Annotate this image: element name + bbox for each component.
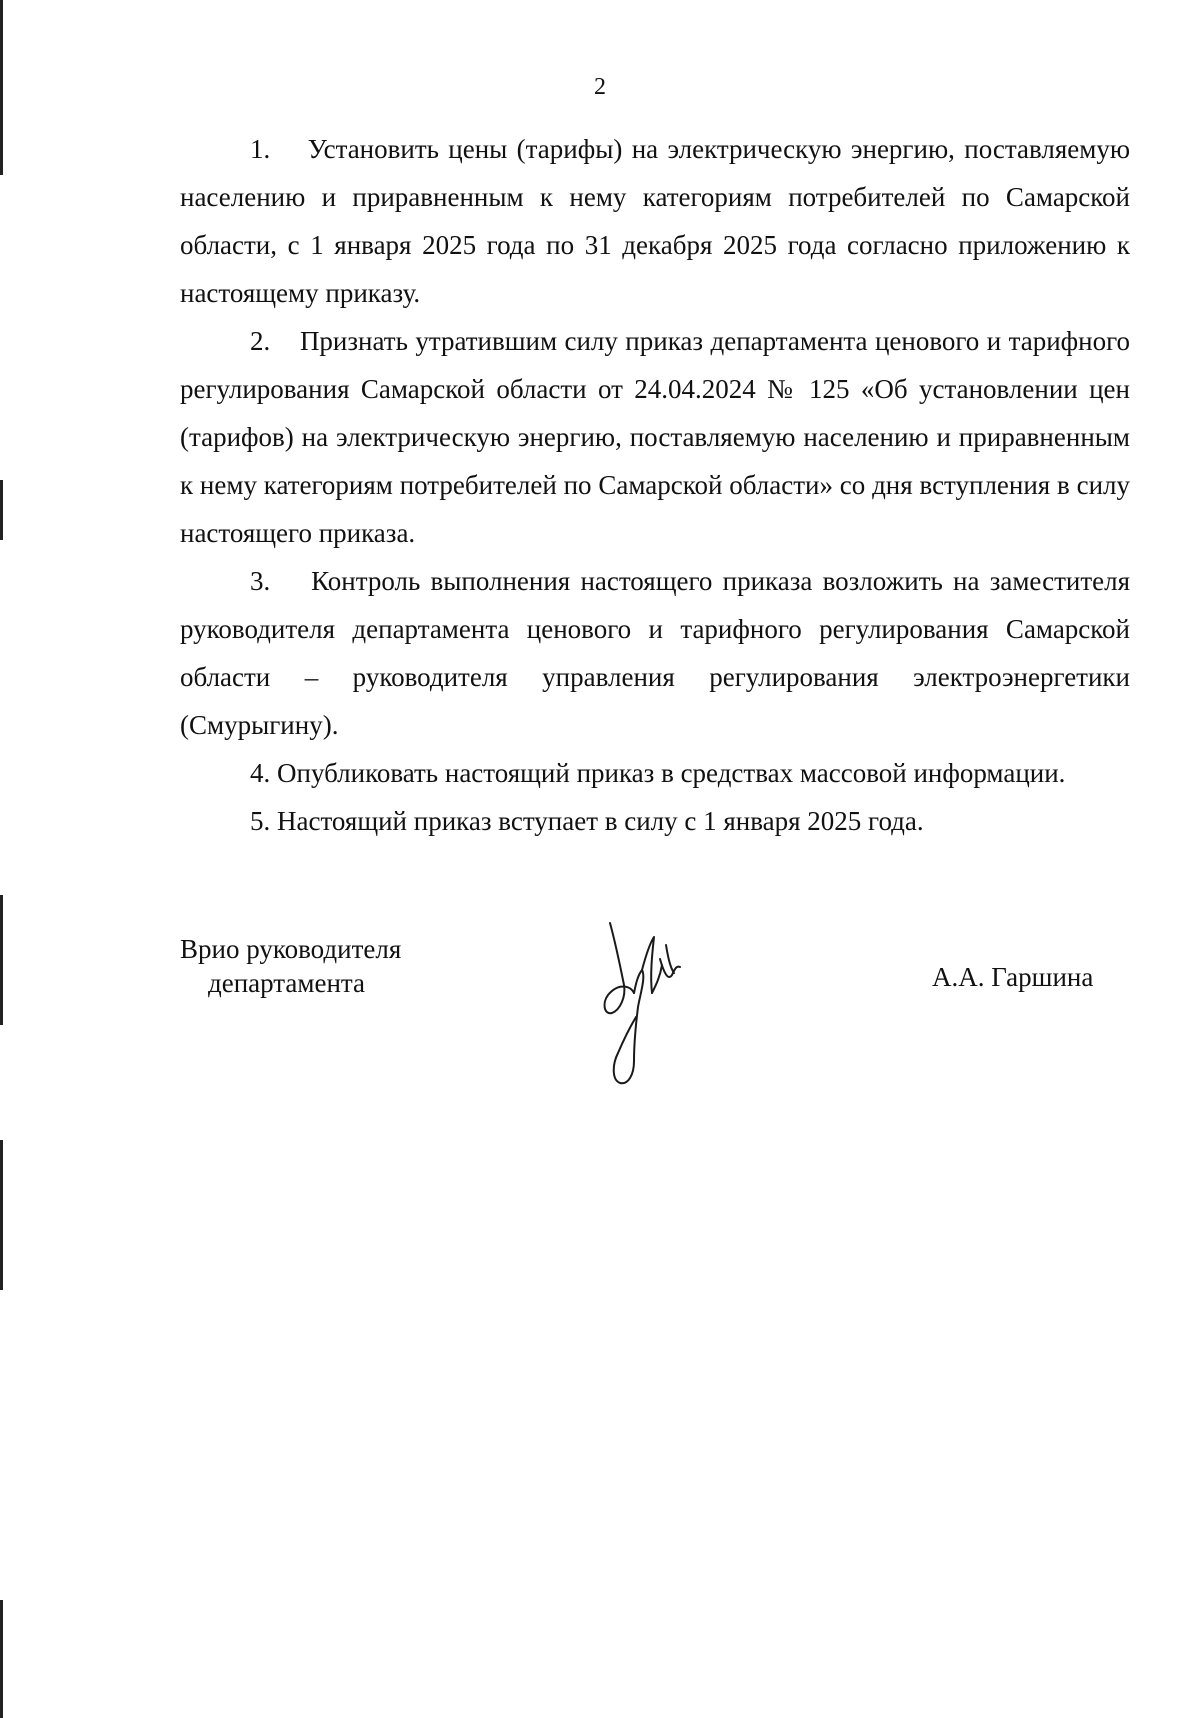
paragraph-1: 1. Установить цены (тарифы) на электрическую энергию, поставляемую населению и приравненным к нему категориям потребителей по Самарской области, с 1 января 2025 года по 31 декабря 2025 года согласно приложению к настоящему приказу. (180, 134, 1130, 308)
paragraph-2: 2. Признать утратившим силу приказ департамента ценового и тарифного регулирования Самарской области от 24.04.2024 № 125 «Об установлении цен (тарифов) на электрическую энергию, поставляемую населению и приравненным к нему категориям потребителей по Самарской области» со дня вступления в силу настоящего приказа. (180, 326, 1130, 548)
scan-edge-mark (0, 895, 3, 1025)
scan-edge-mark (0, 1140, 3, 1290)
page-number: 2 (594, 74, 606, 100)
scan-edge-mark (0, 480, 3, 540)
handwritten-signature (590, 915, 700, 1090)
paragraph-5: 5. Настоящий приказ вступает в силу с 1 января 2025 года. (250, 806, 924, 836)
signatory-title-line2: департамента (208, 968, 366, 998)
paragraph-3: 3. Контроль выполнения настоящего приказа возложить на заместителя руководителя департамента ценового и тарифного регулирования Самарской области – руководителя управления регулирования электроэнергетики (Смурыгину). (180, 566, 1130, 740)
signatory-title-line1: Врио руководителя (180, 934, 402, 964)
signatory-title (180, 932, 401, 1000)
paragraph-4: 4. Опубликовать настоящий приказ в средствах массовой информации. (250, 758, 1066, 788)
signatory-name: А.А. Гаршина (932, 962, 1094, 992)
order-body (180, 125, 1130, 845)
scan-edge-mark (0, 1600, 3, 1718)
